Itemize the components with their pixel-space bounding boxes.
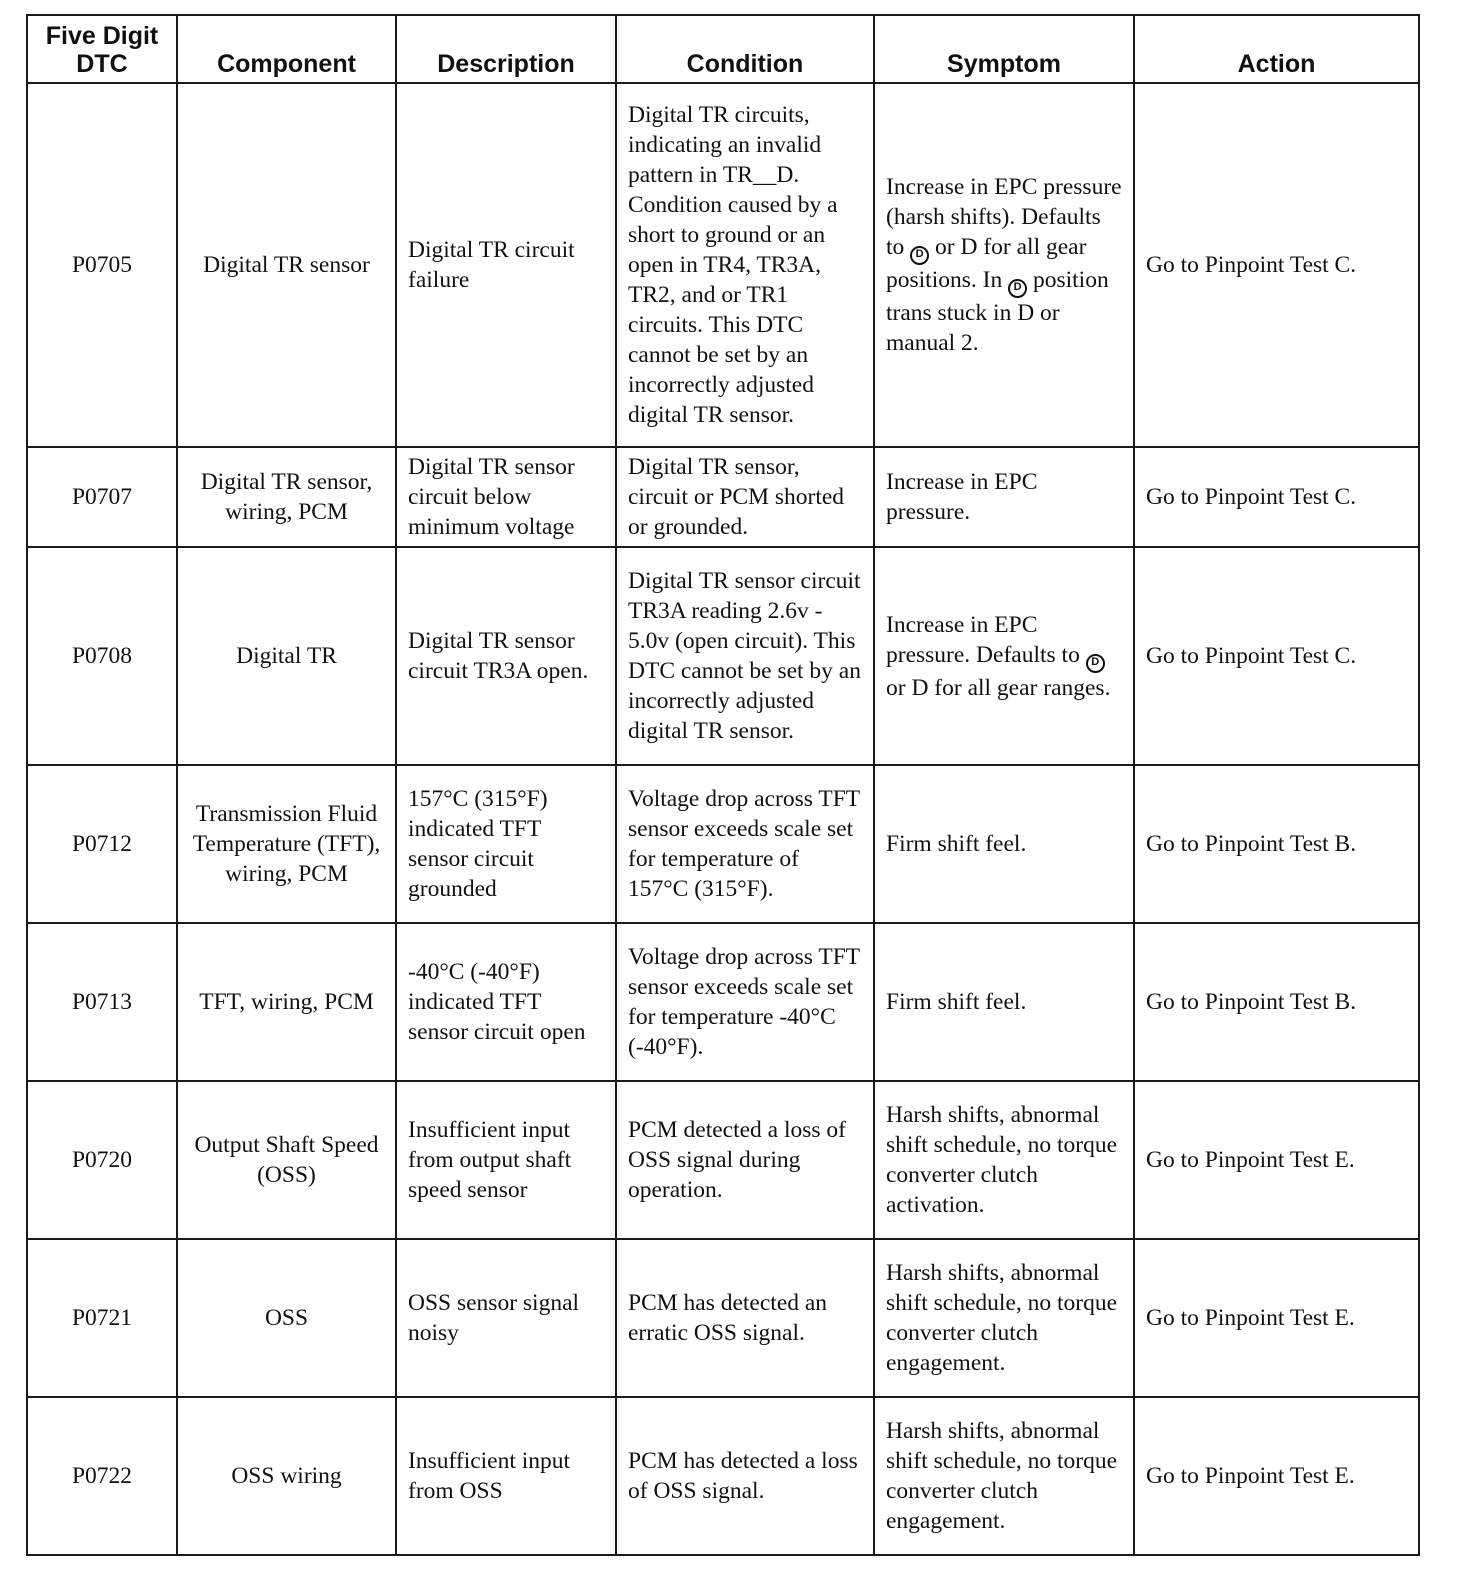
- description-cell: OSS sensor signal noisy: [396, 1239, 616, 1397]
- symptom-text: Increase in EPC pressure (harsh shifts). Defaults to: [886, 174, 1122, 260]
- condition-cell: PCM detected a loss of OSS signal during operation.: [616, 1081, 874, 1239]
- condition-cell: Digital TR sensor, circuit or PCM shorted or grounded.: [616, 447, 874, 547]
- condition-cell: PCM has detected an erratic OSS signal.: [616, 1239, 874, 1397]
- dtc-table: [26, 14, 1420, 1556]
- component-cell: OSS: [177, 1239, 396, 1397]
- header-action: Action: [1134, 15, 1419, 83]
- condition-cell: PCM has detected a loss of OSS signal.: [616, 1397, 874, 1555]
- symptom-cell: Firm shift feel.: [874, 765, 1134, 923]
- condition-cell: Digital TR sensor circuit TR3A reading 2.6v - 5.0v (open circuit). This DTC cannot be set by an incorrectly adjusted digital TR sensor.: [616, 547, 874, 765]
- component-cell: OSS wiring: [177, 1397, 396, 1555]
- symptom-cell: Increase in EPC pressure.: [874, 447, 1134, 547]
- dtc-code: P0705: [27, 83, 177, 447]
- description-cell: Digital TR sensor circuit below minimum voltage: [396, 447, 616, 547]
- action-cell: Go to Pinpoint Test C.: [1134, 547, 1419, 765]
- description-cell: 157°C (315°F) indicated TFT sensor circuit grounded: [396, 765, 616, 923]
- header-dtc: Five Digit DTC: [27, 15, 177, 83]
- symptom-text: or D for all gear positions. In: [886, 234, 1087, 293]
- table-row: [27, 923, 1419, 1081]
- dtc-code: P0722: [27, 1397, 177, 1555]
- condition-cell: Voltage drop across TFT sensor exceeds scale set for temperature -40°C (-40°F).: [616, 923, 874, 1081]
- header-symptom: Symptom: [874, 15, 1134, 83]
- symptom-cell: [874, 83, 1134, 447]
- action-cell: Go to Pinpoint Test E.: [1134, 1397, 1419, 1555]
- table-row: [27, 1239, 1419, 1397]
- overdrive-circle-icon: D: [910, 246, 929, 265]
- header-condition: Condition: [616, 15, 874, 83]
- condition-cell: Voltage drop across TFT sensor exceeds scale set for temperature of 157°C (315°F).: [616, 765, 874, 923]
- action-cell: Go to Pinpoint Test E.: [1134, 1081, 1419, 1239]
- dtc-code: P0712: [27, 765, 177, 923]
- action-cell: Go to Pinpoint Test E.: [1134, 1239, 1419, 1397]
- component-cell: Digital TR sensor: [177, 83, 396, 447]
- dtc-code: P0708: [27, 547, 177, 765]
- action-cell: Go to Pinpoint Test B.: [1134, 923, 1419, 1081]
- description-cell: Insufficient input from OSS: [396, 1397, 616, 1555]
- overdrive-circle-icon: D: [1008, 279, 1027, 298]
- symptom-text: Increase in EPC pressure. Defaults to: [886, 611, 1080, 668]
- component-cell: Digital TR sensor, wiring, PCM: [177, 447, 396, 547]
- dtc-code: P0707: [27, 447, 177, 547]
- component-cell: TFT, wiring, PCM: [177, 923, 396, 1081]
- dtc-code: P0713: [27, 923, 177, 1081]
- component-cell: Digital TR: [177, 547, 396, 765]
- header-description: Description: [396, 15, 616, 83]
- action-cell: Go to Pinpoint Test B.: [1134, 765, 1419, 923]
- description-cell: Digital TR sensor circuit TR3A open.: [396, 547, 616, 765]
- symptom-cell: Harsh shifts, abnormal shift schedule, no torque converter clutch activation.: [874, 1081, 1134, 1239]
- table-row: [27, 447, 1419, 547]
- table-row: [27, 1397, 1419, 1555]
- action-cell: Go to Pinpoint Test C.: [1134, 83, 1419, 447]
- symptom-cell: Firm shift feel.: [874, 923, 1134, 1081]
- symptom-cell: Harsh shifts, abnormal shift schedule, no torque converter clutch engagement.: [874, 1397, 1134, 1555]
- component-cell: Output Shaft Speed (OSS): [177, 1081, 396, 1239]
- dtc-code: P0721: [27, 1239, 177, 1397]
- dtc-code: P0720: [27, 1081, 177, 1239]
- overdrive-circle-icon: D: [1086, 654, 1105, 673]
- condition-cell: Digital TR circuits, indicating an invalid pattern in TR__D. Condition caused by a short to ground or an open in TR4, TR3A, TR2, and or TR1 circuits. This DTC cannot be set by an incorrectly adjusted digital TR sensor.: [616, 83, 874, 447]
- component-cell: Transmission Fluid Temperature (TFT), wiring, PCM: [177, 765, 396, 923]
- table-row: [27, 765, 1419, 923]
- table-row: [27, 1081, 1419, 1239]
- symptom-text: or D for all gear ranges.: [886, 674, 1111, 701]
- table-row: [27, 547, 1419, 765]
- description-cell: Insufficient input from output shaft speed sensor: [396, 1081, 616, 1239]
- description-cell: -40°C (-40°F) indicated TFT sensor circuit open: [396, 923, 616, 1081]
- table-row: [27, 83, 1419, 447]
- symptom-cell: [874, 547, 1134, 765]
- symptom-cell: Harsh shifts, abnormal shift schedule, no torque converter clutch engagement.: [874, 1239, 1134, 1397]
- description-cell: Digital TR circuit failure: [396, 83, 616, 447]
- header-row: [27, 15, 1419, 83]
- symptom-text: position trans stuck in D or manual 2.: [886, 267, 1109, 356]
- action-cell: Go to Pinpoint Test C.: [1134, 447, 1419, 547]
- header-component: Component: [177, 15, 396, 83]
